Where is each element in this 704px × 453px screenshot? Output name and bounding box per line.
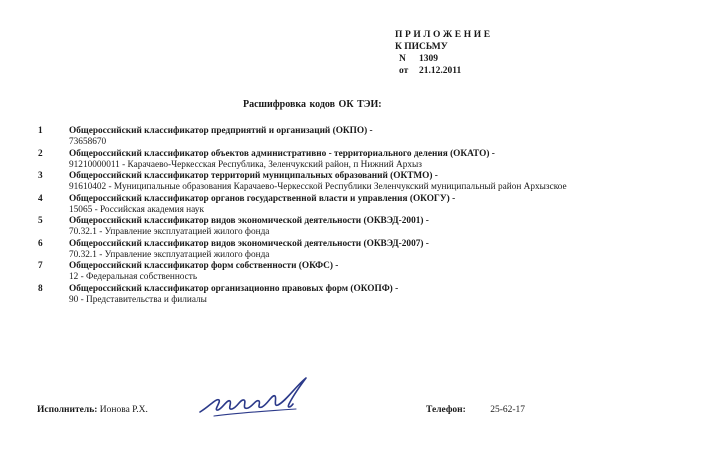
list-item bbox=[38, 261, 678, 283]
executor-label: Исполнитель: bbox=[37, 405, 98, 415]
classifier-value: 12 - Федеральная собственность bbox=[69, 272, 198, 282]
classifier-value: 70.32.1 - Управление эксплуатацией жилого фонда bbox=[69, 249, 270, 260]
document-heading: Расшифровка кодов ОК ТЭИ: bbox=[243, 99, 382, 110]
executor-line bbox=[37, 405, 148, 415]
classifier-value: 91610402 - Муниципальные образования Карачаево-Черкесской Республики Зеленчукский муниципальный район Архызское bbox=[69, 182, 567, 192]
classifier-name: Общероссийский классификатор форм собственности (ОКФС) - bbox=[69, 261, 339, 271]
item-number: 5 bbox=[38, 216, 43, 226]
item-body bbox=[69, 149, 495, 171]
list-item bbox=[38, 239, 678, 261]
classifier-name: Общероссийский классификатор территорий муниципальных образований (ОКТМО) - bbox=[69, 171, 438, 181]
letter-date-label: от bbox=[399, 66, 409, 76]
letter-number-row bbox=[395, 53, 493, 65]
classifier-name: Общероссийский классификатор органов государственной власти и управления (ОКОГУ) - bbox=[69, 193, 456, 204]
item-body bbox=[69, 261, 338, 283]
executor-name: Ионова Р.Х. bbox=[99, 405, 148, 415]
classifier-name: Общероссийский классификатор объектов административно - территориального деления (ОКАТО) - bbox=[69, 148, 495, 159]
classifier-name: Общероссийский классификатор видов экономической деятельности (ОКВЭД-2001) - bbox=[69, 216, 429, 226]
list-item bbox=[38, 216, 678, 238]
item-number: 3 bbox=[38, 171, 43, 181]
item-number: 8 bbox=[38, 283, 43, 294]
letter-number-value: 1309 bbox=[419, 54, 438, 64]
appendix-block bbox=[395, 29, 493, 77]
classifier-value: 91210000011 - Карачаево-Черкесская Республика, Зеленчукский район, п Нижний Архыз bbox=[69, 159, 422, 170]
classifier-name: Общероссийский классификатор видов экономической деятельности (ОКВЭД-2007) - bbox=[69, 238, 429, 249]
classifier-name: Общероссийский классификатор организационно правовых форм (ОКОПФ) - bbox=[69, 283, 399, 294]
classifier-value: 90 - Представительства и филиалы bbox=[69, 294, 207, 305]
classifier-value: 73658670 bbox=[69, 137, 107, 147]
item-number: 4 bbox=[38, 193, 43, 204]
item-number: 2 bbox=[38, 148, 43, 159]
phone-label: Телефон: bbox=[426, 405, 466, 415]
item-number: 1 bbox=[38, 126, 43, 136]
classifier-list bbox=[38, 126, 678, 306]
item-body bbox=[69, 194, 455, 216]
phone-line bbox=[426, 405, 525, 415]
phone-value: 25-62-17 bbox=[490, 405, 526, 415]
list-item bbox=[38, 284, 678, 306]
list-item bbox=[38, 194, 678, 216]
letter-date-row bbox=[395, 65, 493, 77]
list-item bbox=[38, 149, 678, 171]
appendix-title: ПРИЛОЖЕНИЕ bbox=[395, 30, 493, 40]
item-body bbox=[69, 284, 398, 306]
appendix-subtitle: К ПИСЬМУ bbox=[395, 42, 448, 52]
item-body bbox=[69, 171, 567, 193]
list-item bbox=[38, 171, 678, 193]
classifier-value: 70.32.1 - Управление эксплуатацией жилого фонда bbox=[69, 227, 270, 237]
item-body bbox=[69, 126, 373, 148]
letter-number-label: N bbox=[399, 54, 406, 64]
classifier-value: 15065 - Российская академия наук bbox=[69, 204, 204, 215]
item-body bbox=[69, 216, 429, 238]
letter-date-value: 21.12.2011 bbox=[419, 66, 462, 76]
signature-icon bbox=[196, 372, 320, 422]
item-number: 6 bbox=[38, 238, 43, 249]
item-number: 7 bbox=[38, 261, 43, 271]
classifier-name: Общероссийский классификатор предприятий и организаций (ОКПО) - bbox=[69, 126, 373, 136]
list-item bbox=[38, 126, 678, 148]
item-body bbox=[69, 239, 429, 261]
